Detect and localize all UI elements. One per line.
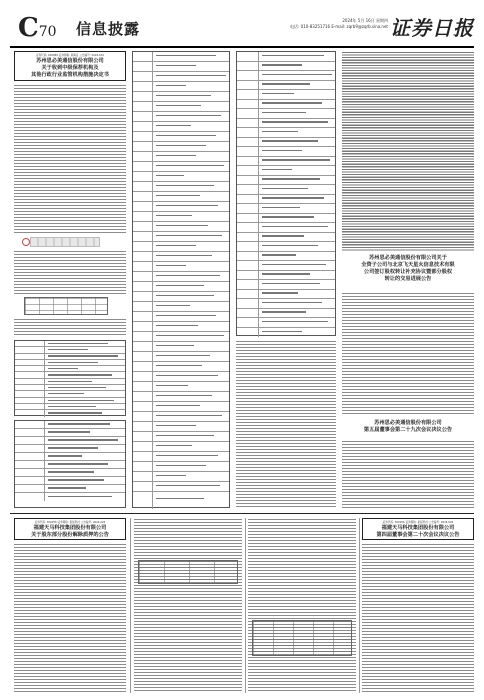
column-rule bbox=[359, 518, 360, 693]
pledge-summary-table bbox=[252, 620, 352, 656]
announcement-meta: 证券代码: 002089 证券简称: 新海宜 公告编号: 2024-032 bbox=[35, 54, 105, 57]
masthead bbox=[10, 14, 474, 44]
seal-image bbox=[30, 237, 100, 247]
announcement-title: 第五届董事会第二十九次会议决议公告 bbox=[363, 427, 453, 433]
body-text bbox=[248, 518, 356, 693]
announcement-company: 福建天马科技集团股份有限公司 bbox=[33, 525, 107, 531]
announcement-title: 转让的交易进展公告 bbox=[384, 276, 432, 282]
body-text bbox=[362, 543, 474, 693]
body-text bbox=[236, 340, 336, 508]
page-number-sub: 70 bbox=[38, 24, 57, 40]
section-divider bbox=[10, 513, 474, 514]
announcement-header-lower-right bbox=[342, 420, 474, 436]
body-text bbox=[342, 440, 474, 508]
issue-date: 2024年 5月 16日 星期四 bbox=[342, 18, 388, 23]
announcement-company: 苏州思必美通信股份有限公司关于 bbox=[369, 255, 447, 261]
column-rule bbox=[245, 518, 246, 693]
issue-info bbox=[290, 18, 388, 30]
announcement-header-bottom-right bbox=[362, 518, 474, 540]
announcement-title: 第四届董事会第二十次会议决议公告 bbox=[376, 532, 460, 538]
body-text bbox=[342, 292, 474, 416]
announcement-title: 关于股东部分股份解除质押的公告 bbox=[31, 532, 109, 538]
announcement-company: 苏州思必美通信股份有限公司 bbox=[36, 58, 104, 64]
announcement-header-top-left bbox=[14, 51, 126, 81]
masthead-rule bbox=[10, 46, 474, 48]
seal-stamp bbox=[22, 238, 30, 246]
announcement-company: 苏州思必美通信股份有限公司 bbox=[374, 420, 442, 426]
body-text bbox=[14, 250, 126, 294]
announcement-title: 关于收到中级保荐机构及 bbox=[41, 65, 99, 71]
disclosure-table-col3 bbox=[236, 51, 336, 336]
announcement-title: 公司签订股权转让补充协议暨部分股权 bbox=[363, 269, 453, 275]
data-table bbox=[14, 420, 126, 508]
body-text bbox=[14, 318, 126, 336]
announcement-meta: 证券代码: 300256 证券简称: 星星科技 公告编号: 2024-026 bbox=[382, 521, 454, 524]
page-number: C70 bbox=[18, 13, 57, 43]
section-title: 信息披露 bbox=[76, 20, 141, 38]
announcement-header-bottom-left bbox=[14, 518, 126, 540]
body-text bbox=[14, 84, 126, 234]
disclosure-table-col2 bbox=[132, 51, 230, 508]
figure-table bbox=[24, 297, 108, 315]
announcement-meta: 证券代码: 300256 证券简称: 星星科技 公告编号: 2024-025 bbox=[34, 521, 106, 524]
announcement-title: 其他行政行业监管机构措施决定书 bbox=[31, 72, 109, 78]
data-table bbox=[14, 340, 126, 416]
pledge-table bbox=[138, 560, 238, 584]
body-text bbox=[14, 543, 126, 693]
issue-contact: 电话: 010-83251716 E-mail: zqrb9@zqrb.sina.net bbox=[290, 24, 388, 29]
announcement-title: 全资子公司与北京飞天星火信息技术有限 bbox=[361, 262, 455, 268]
body-text bbox=[134, 518, 242, 693]
brand-logo: 证券日报 bbox=[390, 16, 474, 40]
body-text bbox=[342, 51, 474, 251]
announcement-header-mid-right bbox=[342, 255, 474, 289]
column-rule bbox=[130, 518, 131, 693]
announcement-company: 福建天马科技集团股份有限公司 bbox=[381, 525, 455, 531]
